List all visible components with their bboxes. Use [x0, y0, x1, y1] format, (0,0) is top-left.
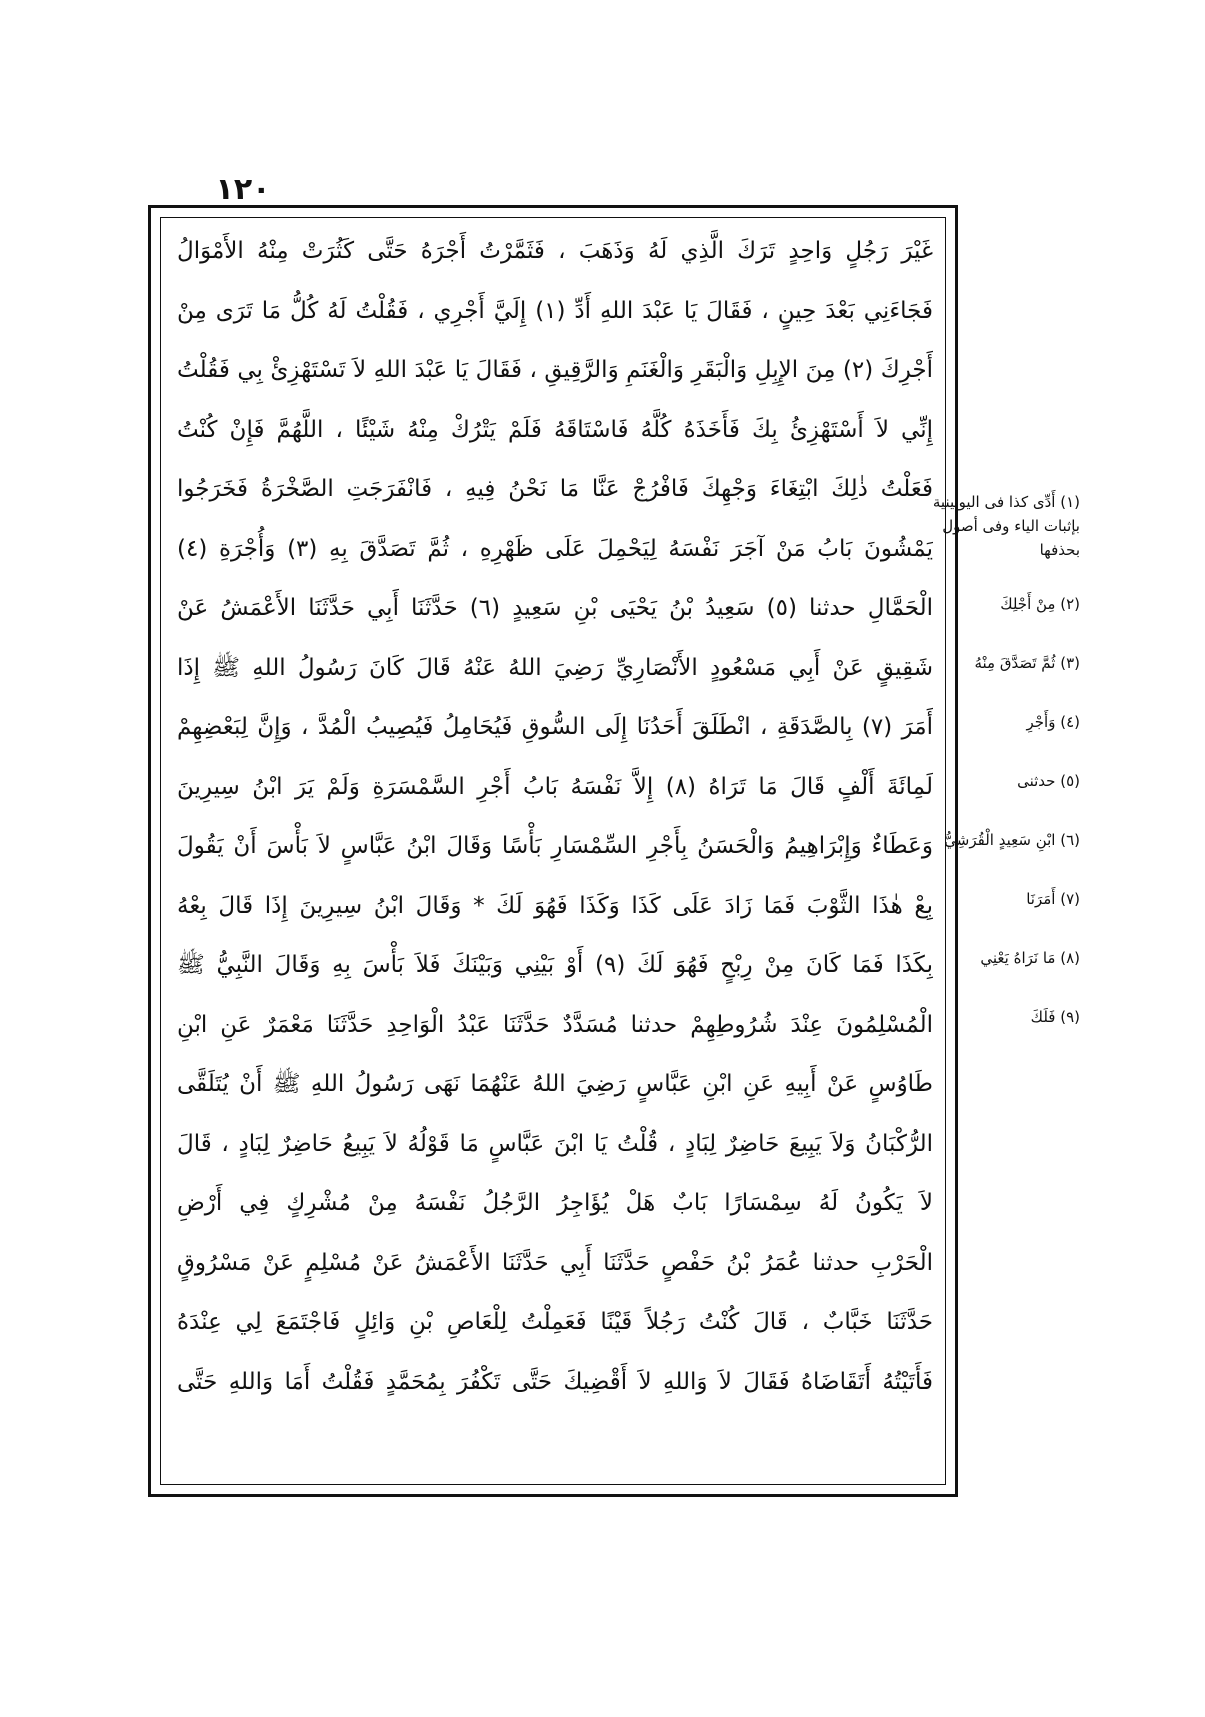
text-line: فَعَلْتُ ذٰلِكَ ابْتِغَاءَ وَجْهِكَ فَافْرُجْ عَنَّا مَا نَحْنُ فِيهِ ، فَانْفَرَجَتِ الصَّخْرَةُ فَخَرَجُوا: [177, 476, 933, 502]
text-line: الْمُسْلِمُونَ عِنْدَ شُرُوطِهِمْ حدثنا مُسَدَّدٌ حَدَّثَنَا عَبْدُ الْوَاحِدِ حَدَّثَنَا مَعْمَرٌ عَنِ ابْنِ: [177, 1011, 933, 1038]
text-line: بِكَذَا فَمَا كَانَ مِنْ رِبْحٍ فَهُوَ لَكَ (٩) أَوْ بَيْنِي وَبَيْنَكَ فَلاَ بَأْسَ بِهِ وَقَالَ النَّبِيُّ ﷺ: [177, 952, 933, 978]
text-line: طَاوُسٍ عَنْ أَبِيهِ عَنِ ابْنِ عَبَّاسٍ رَضِيَ اللهُ عَنْهُمَا نَهَى رَسُولُ اللهِ ﷺ أَنْ يُتَلَقَّى: [177, 1071, 933, 1097]
text-line: أَمَرَ (٧) بِالصَّدَقَةِ ، انْطَلَقَ أَحَدُنَا إِلَى السُّوقِ فَيُحَامِلُ فَيُصِيبُ الْمُدَّ ، وَإِنَّ لِبَعْضِهِمْ: [177, 714, 933, 740]
margin-note: (٢) مِنْ أَجْلِكَ: [1000, 595, 1080, 613]
margin-note: (٨) مَا نَرَاهُ يَعْنِي: [980, 949, 1080, 967]
text-line: حَدَّثَنَا خَبَّابٌ ، قَالَ كُنْتُ رَجُلاً قَيْنًا فَعَمِلْتُ لِلْعَاصِ بْنِ وَائِلٍ فَاجْتَمَعَ لِي عِنْدَهُ: [177, 1309, 933, 1335]
margin-note: (١) أَدِّى كذا فى اليونينية بإثبات الياء وفى أصول بحذفها: [932, 493, 1080, 559]
text-line: بِعْ هٰذَا الثَّوْبَ فَمَا زَادَ عَلَى كَذَا وَكَذَا فَهُوَ لَكَ * وَقَالَ ابْنُ سِيرِينَ إِذَا قَالَ بِعْهُ: [177, 892, 933, 919]
text-line: إِنِّي لاَ أَسْتَهْزِئُ بِكَ فَأَخَذَهُ كُلَّهُ فَاسْتَاقَهُ فَلَمْ يَتْرُكْ مِنْهُ شَيْئًا ، اللَّهُمَّ فَإِنْ كُنْتُ: [177, 416, 933, 443]
text-line: الْحَمَّالِ حدثنا (٥) سَعِيدُ بْنُ يَحْيَى بْنِ سَعِيدٍ (٦) حَدَّثَنَا أَبِي حَدَّثَنَا الأَعْمَشُ عَنْ: [177, 595, 933, 621]
margin-note: (٣) ثُمَّ تَصَدَّقَ مِنْهُ: [974, 654, 1080, 672]
text-line: شَقِيقٍ عَنْ أَبِي مَسْعُودٍ الأَنْصَارِيِّ رَضِيَ اللهُ عَنْهُ قَالَ كَانَ رَسُولُ اللهِ ﷺ إِذَا: [177, 654, 933, 681]
text-line: الْحَرْبِ حدثنا عُمَرُ بْنُ حَفْصٍ حَدَّثَنَا أَبِي حَدَّثَنَا الأَعْمَشُ عَنْ مُسْلِمٍ عَنْ مَسْرُوقٍ: [177, 1249, 933, 1276]
margin-note: (٦) ابْنِ سَعِيدٍ الْقُرَشِيُّ: [944, 831, 1080, 849]
margin-note: (٥) حدثنى: [1017, 772, 1080, 790]
text-line: وَعَطَاءٌ وَإِبْرَاهِيمُ وَالْحَسَنُ بِأَجْرِ السِّمْسَارِ بَأْسًا وَقَالَ ابْنُ عَبَّاسٍ لاَ بَأْسَ أَنْ يَقُولَ: [177, 833, 933, 859]
margin-note: (٧) أَمَرَنَا: [1026, 890, 1080, 908]
text-line: غَيْرَ رَجُلٍ وَاحِدٍ تَرَكَ الَّذِي لَهُ وَذَهَبَ ، فَثَمَّرْتُ أَجْرَهُ حَتَّى كَثُرَتْ مِنْهُ الأَمْوَالُ: [177, 238, 933, 264]
text-line: الرُّكْبَانُ وَلاَ يَبِيعَ حَاضِرٌ لِبَادٍ ، قُلْتُ يَا ابْنَ عَبَّاسٍ مَا قَوْلُهُ لاَ يَبِيعُ حَاضِرٌ لِبَادٍ ، قَالَ: [177, 1130, 933, 1157]
text-line: لَمِائَةَ أَلْفٍ قَالَ مَا تَرَاهُ (٨) إِلاَّ نَفْسَهُ بَابُ أَجْرِ السَّمْسَرَةِ وَلَمْ يَرَ ابْنُ سِيرِينَ: [177, 773, 933, 800]
text-line: فَأَتَيْتُهُ أَتَقَاضَاهُ فَقَالَ لاَ وَاللهِ لاَ أَقْضِيكَ حَتَّى تَكْفُرَ بِمُحَمَّدٍ فَقُلْتُ أَمَا وَاللهِ حَتَّى: [177, 1368, 933, 1395]
margin-note: (٩) فَلَكَ: [1030, 1008, 1080, 1026]
main-text: [177, 222, 933, 1412]
text-line: فَجَاءَنِي بَعْدَ حِينٍ ، فَقَالَ يَا عَبْدَ اللهِ أَدِّ (١) إِلَيَّ أَجْرِي ، فَقُلْتُ لَهُ كُلُّ مَا تَرَى مِنْ: [177, 297, 933, 324]
text-line: يَمْشُونَ بَابُ مَنْ آجَرَ نَفْسَهُ لِيَحْمِلَ عَلَى ظَهْرِهِ ، ثُمَّ تَصَدَّقَ بِهِ (٣) وَأُجْرَةِ (٤): [177, 535, 933, 562]
text-line: أَجْرِكَ (٢) مِنَ الإِبِلِ وَالْبَقَرِ وَالْغَنَمِ وَالرَّقِيقِ ، فَقَالَ يَا عَبْدَ اللهِ لاَ تَسْتَهْزِئْ بِي فَقُلْتُ: [177, 357, 933, 383]
page-number: ١٢٠: [215, 172, 271, 207]
text-line: لاَ يَكُونُ لَهُ سِمْسَارًا بَابٌ هَلْ يُؤَاجِرُ الرَّجُلُ نَفْسَهُ مِنْ مُشْرِكٍ فِي أَرْضِ: [177, 1190, 933, 1216]
margin-note: (٤) وَأَجْرِ: [1026, 713, 1080, 731]
text-frame: [148, 205, 958, 1497]
margin-notes: [910, 490, 1080, 1064]
